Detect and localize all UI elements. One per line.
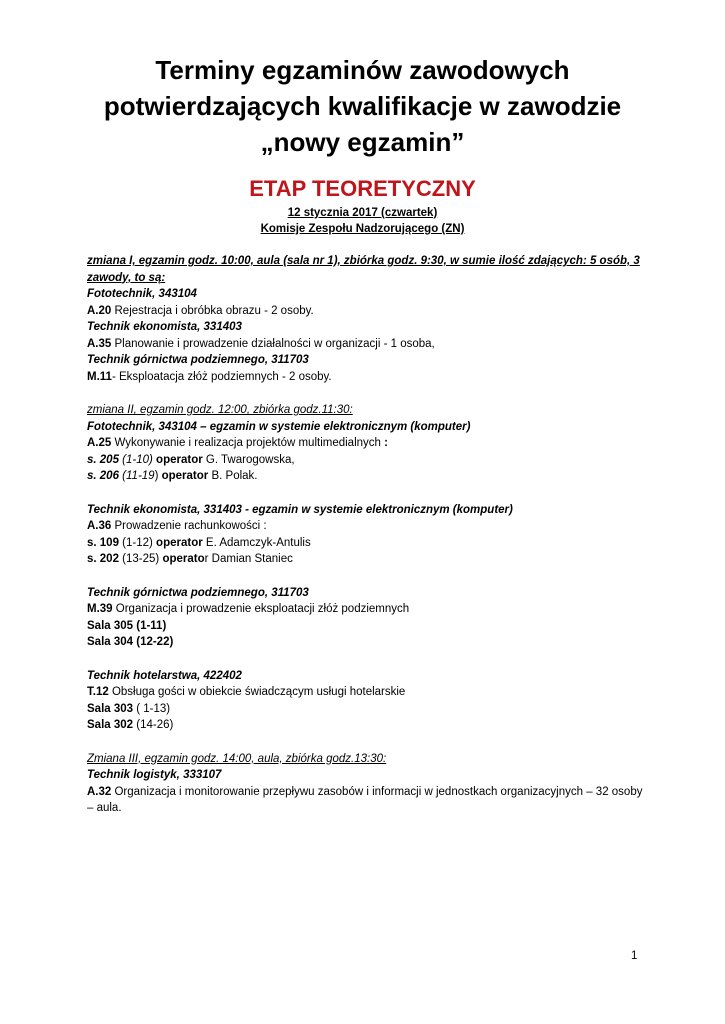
operator-label: operator [152, 453, 203, 466]
profession-name: Technik ekonomista, 331403 - egzamin w systemie elektronicznym (komputer) [87, 503, 513, 516]
room-line [87, 717, 647, 734]
qualification-line [87, 336, 647, 353]
qualification-text: Prowadzenie rachunkowości : [111, 520, 267, 532]
operator-name: G. Twarogowska, [202, 453, 295, 466]
room-range: (11-19 [118, 470, 155, 482]
room-line [87, 452, 647, 469]
room-number: s. 202 [87, 553, 119, 565]
room-line [87, 535, 647, 552]
qualification-text: Organizacja i monitorowanie przepływu zasobów i informacji w jednostkach organizacyjnych – 32 osoby – aula. [87, 785, 643, 814]
operator-name: E. Adamczyk-Antulis [202, 536, 311, 549]
document-title [60, 52, 665, 160]
profession-name: Technik górnictwa podziemnego, 311703 [87, 354, 309, 366]
room-range: (1-12) [118, 536, 153, 549]
operator-label: operato [159, 553, 205, 565]
qualification-colon: : [384, 437, 388, 449]
profession-name: Technik ekonomista, 331403 [87, 321, 242, 333]
title-line-1: Terminy egzaminów zawodowych [155, 55, 570, 85]
qualification-line [87, 369, 647, 386]
qualification-code: M.39 [87, 603, 113, 615]
room-line: Sala 304 (12-22) [87, 636, 174, 648]
room-range: (1-10) [118, 453, 153, 466]
room-range-close: ) [154, 470, 159, 482]
room-number: Sala 302 [87, 719, 134, 731]
qualification-line [87, 684, 647, 701]
profession-name: Technik logistyk, 333107 [87, 769, 222, 781]
qualification-code: A.20 [87, 304, 112, 317]
room-line [87, 701, 647, 718]
qualification-code: A.32 [87, 785, 112, 798]
qualification-code: T.12 [87, 686, 109, 698]
room-number: s. 109 [87, 536, 119, 549]
qualification-line [87, 435, 647, 452]
room-range: (14-26) [133, 719, 174, 731]
qualification-text: - Eksploatacja złóż podziemnych - 2 osoby. [111, 370, 332, 383]
qualification-code: M.11 [87, 370, 112, 383]
operator-label: operator [158, 470, 209, 482]
qualification-code: A.25 [87, 437, 112, 449]
document-body [87, 253, 647, 817]
qualification-text: Rejestracja i obróbka obrazu - 2 osoby. [111, 304, 314, 317]
room-line [87, 468, 647, 485]
operator-name: B. Polak. [208, 470, 258, 482]
qualification-line [87, 784, 647, 817]
title-line-2: potwierdzających kwalifikacje w zawodzie [103, 91, 622, 121]
shift-1-header: zmiana I, egzamin godz. 10:00, aula (sala nr 1), zbiórka godz. 9:30, w sumie ilość zdających: 5 osób, 3 zawody, to są: [87, 255, 640, 284]
room-number: s. 205 [87, 453, 119, 466]
qualification-line [87, 601, 647, 618]
room-line [87, 551, 647, 568]
operator-label-end: r [204, 553, 209, 565]
room-number: s. 206 [87, 470, 119, 482]
qualification-code: A.35 [87, 337, 112, 350]
qualification-text: Obsługa gości w obiekcie świadczącym usługi hotelarskie [108, 686, 406, 698]
profession-name: Technik górnictwa podziemnego, 311703 [87, 586, 309, 599]
stage-heading: ETAP TEORETYCZNY [249, 176, 476, 201]
commission-line: Komisje Zespołu Nadzorującego (ZN) [260, 223, 465, 235]
qualification-text: Organizacja i prowadzenie eksploatacji złóż podziemnych [112, 603, 410, 615]
room-range: ( 1-13) [133, 702, 171, 715]
qualification-text: Planowanie i prowadzenie działalności w organizacji - 1 osoba, [111, 337, 435, 350]
qualification-text: Wykonywanie i realizacja projektów multimedialnych [111, 437, 385, 449]
profession-name: Fototechnik, 343104 – egzamin w systemie elektronicznym (komputer) [87, 420, 471, 433]
room-number: Sala 303 [87, 702, 134, 715]
title-line-3: „nowy egzamin” [260, 127, 465, 157]
exam-date: 12 stycznia 2017 (czwartek) [287, 207, 438, 219]
profession-name: Technik hotelarstwa, 422402 [87, 669, 242, 682]
room-line: Sala 305 (1-11) [87, 619, 167, 632]
shift-3-header: Zmiana III, egzamin godz. 14:00, aula, zbiórka godz.13:30: [87, 752, 387, 765]
page-number: 1 [631, 950, 638, 962]
room-range: (13-25) [118, 553, 160, 565]
operator-name: Damian Staniec [208, 553, 293, 565]
operator-label: operator [152, 536, 203, 549]
qualification-code: A.36 [87, 520, 112, 532]
qualification-line [87, 518, 647, 535]
profession-name: Fototechnik, 343104 [87, 288, 197, 300]
shift-2-header: zmiana II, egzamin godz. 12:00, zbiórka godz.11:30: [87, 404, 353, 416]
qualification-line [87, 303, 647, 320]
